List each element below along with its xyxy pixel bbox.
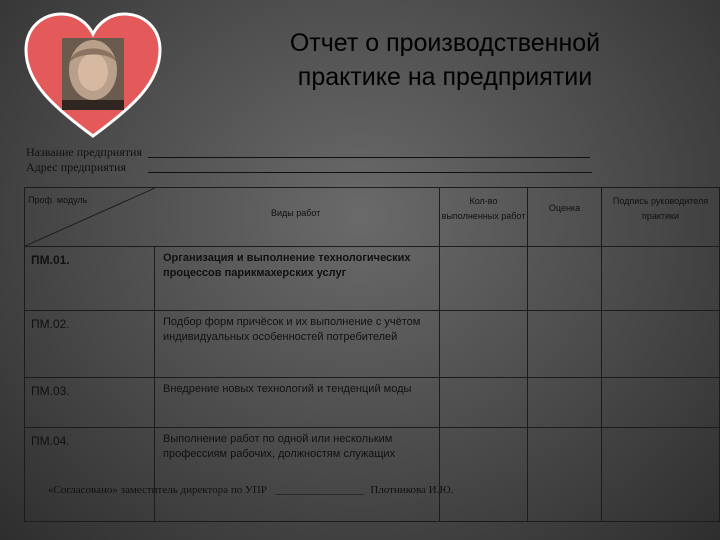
work-description: Организация и выполнение технологических процессов парикмахерских услуг: [163, 252, 411, 279]
signature-blank[interactable]: ________________: [275, 484, 364, 496]
table-row: [25, 378, 720, 428]
grade-cell[interactable]: [528, 247, 602, 311]
module-code: ПМ.04.: [31, 434, 70, 448]
table-row: [25, 311, 720, 378]
module-code: ПМ.03.: [31, 384, 70, 398]
company-name-row: [26, 145, 142, 160]
header-grade: Оценка: [548, 203, 581, 213]
company-address-label: Адрес предприятия: [26, 160, 126, 174]
header-module: Проф. модуль: [28, 195, 88, 205]
approval-line: [48, 484, 453, 496]
work-description: Внедрение новых технологий и тенденций моды: [163, 383, 412, 395]
table-row: [25, 428, 720, 522]
count-cell[interactable]: [440, 378, 528, 428]
module-code: ПМ.01.: [31, 253, 70, 267]
approver-name: Плотникова И.Ю.: [370, 484, 454, 496]
header-grade-cell: [528, 188, 602, 247]
work-description: Подбор форм причёсок и их выполнение с учётом индивидуальных особенностей потребителей: [163, 316, 421, 343]
signature-cell[interactable]: [602, 428, 720, 522]
practice-table: [24, 187, 720, 522]
header-count: Кол-во выполненных работ: [441, 196, 526, 221]
header-signature-cell: [602, 188, 720, 247]
grade-cell[interactable]: [528, 311, 602, 378]
company-name-field[interactable]: [148, 145, 590, 158]
heart-icon: [22, 10, 164, 142]
signature-cell[interactable]: [602, 311, 720, 378]
work-description: Выполнение работ по одной или нескольким профессиям рабочих, должностям служащих: [163, 433, 396, 460]
count-cell[interactable]: [440, 247, 528, 311]
grade-cell[interactable]: [528, 378, 602, 428]
company-name-label: Название предприятия: [26, 145, 142, 159]
title-line-2: практике на предприятии: [297, 63, 593, 91]
portrait-photo: [62, 38, 124, 110]
header-count-cell: [440, 188, 528, 247]
signature-cell[interactable]: [602, 247, 720, 311]
grade-cell[interactable]: [528, 428, 602, 522]
count-cell[interactable]: [440, 311, 528, 378]
count-cell[interactable]: [440, 428, 528, 522]
table-header-row: [25, 188, 720, 247]
heart-photo-frame: [22, 10, 164, 142]
page-title: [250, 26, 640, 94]
title-line-1: Отчет о производственной: [289, 29, 601, 57]
table-row: [25, 247, 720, 311]
approval-label: «Согласовано» заместитель директора по УПР: [48, 484, 267, 496]
signature-cell[interactable]: [602, 378, 720, 428]
header-works: Виды работ: [271, 208, 321, 218]
module-code: ПМ.02.: [31, 317, 70, 331]
company-address-row: [26, 160, 126, 175]
company-address-field[interactable]: [148, 160, 592, 173]
header-signature: Подпись руководителя практики: [612, 196, 709, 221]
header-module-works-cell: [25, 188, 440, 247]
